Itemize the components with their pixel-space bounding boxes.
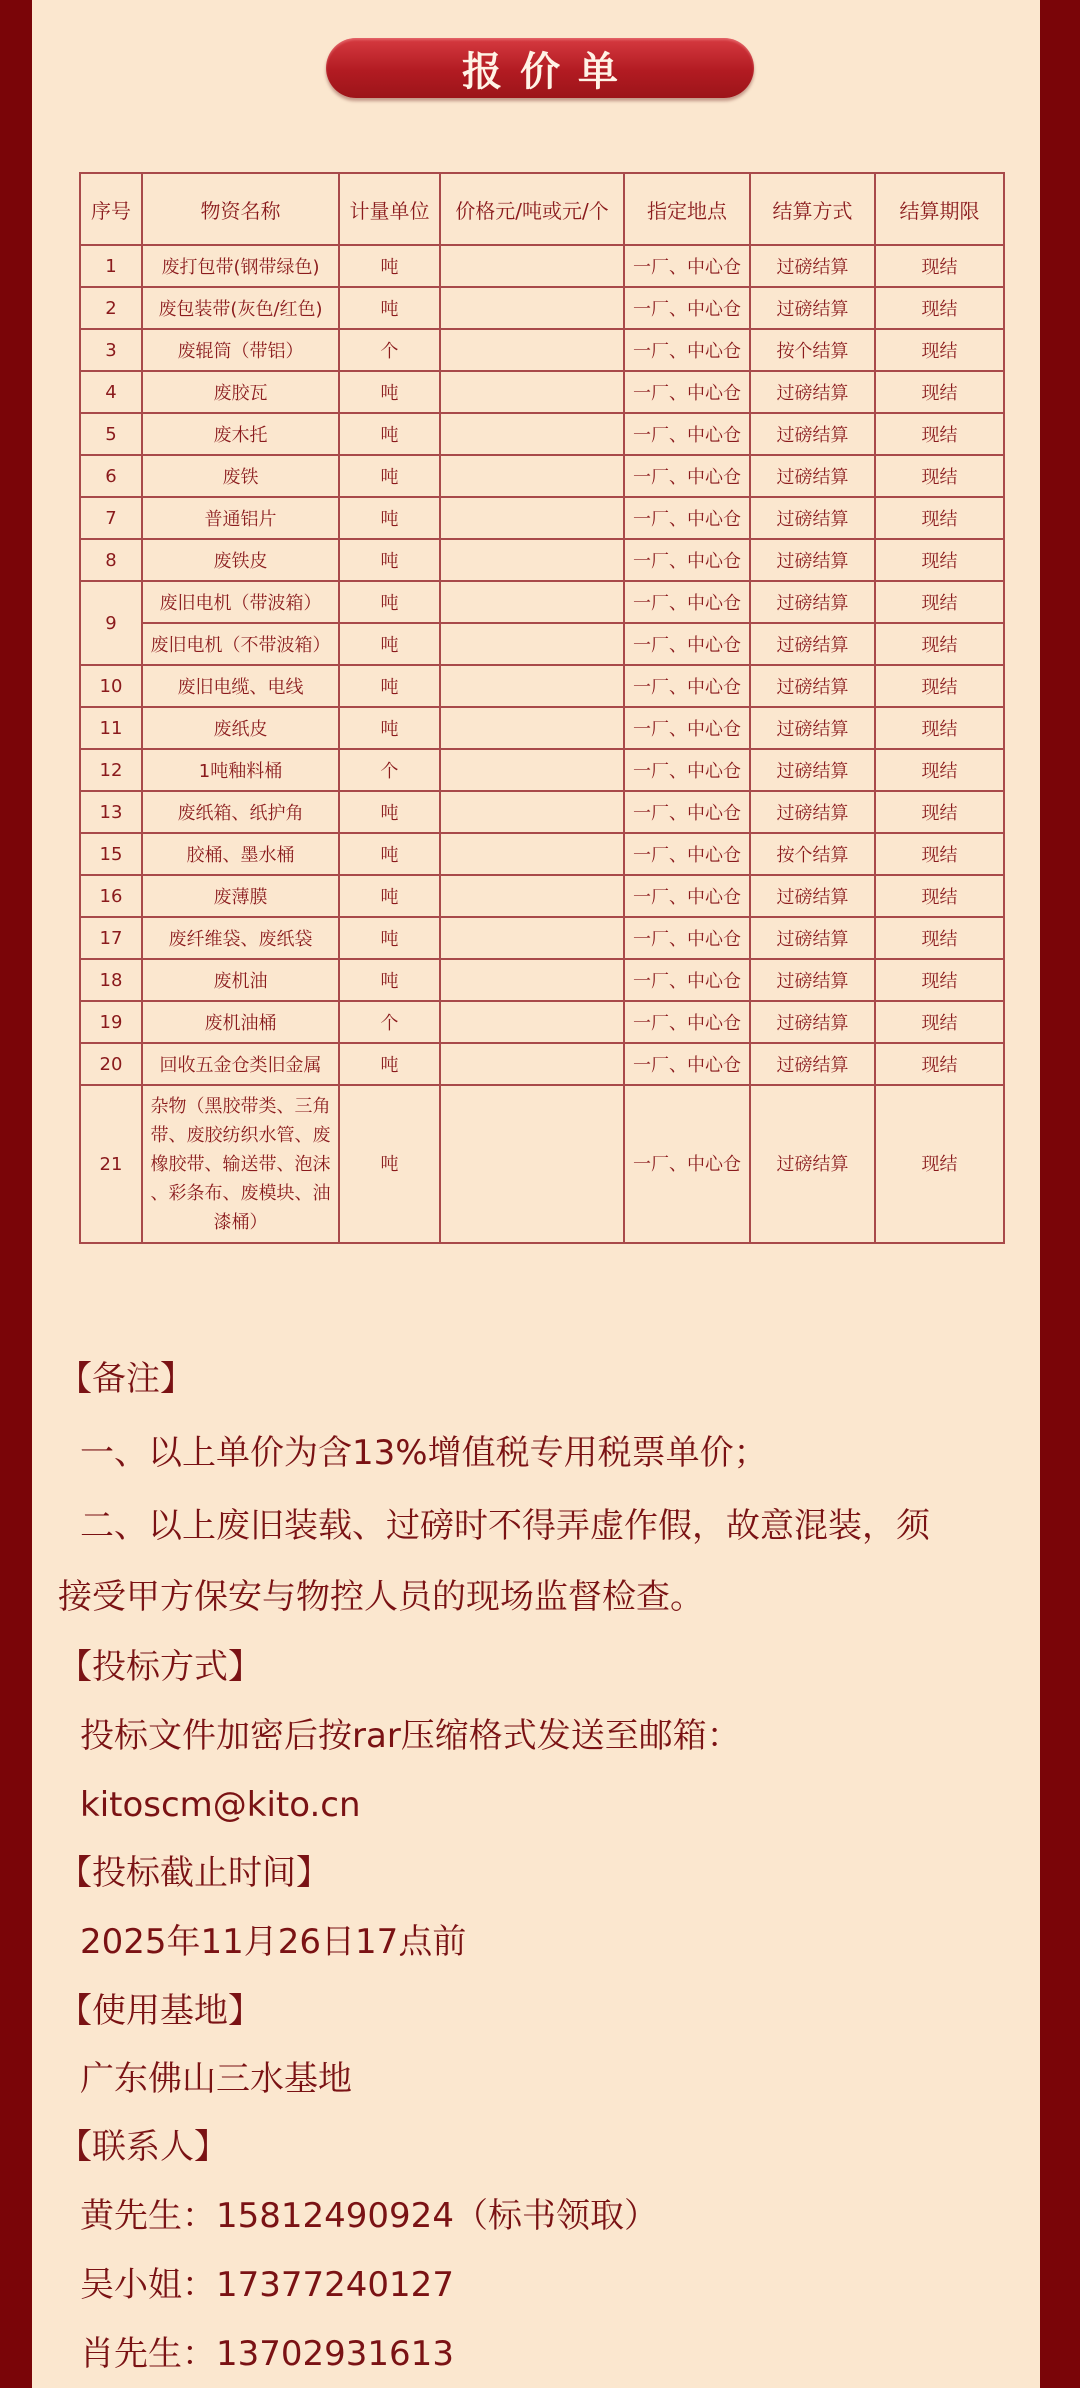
cell-place: 一厂、中心仓	[624, 833, 750, 875]
cell-term: 现结	[875, 539, 1004, 581]
cell-price	[440, 287, 624, 329]
cell-term: 现结	[875, 581, 1004, 623]
table-row	[80, 245, 1004, 287]
cell-price	[440, 791, 624, 833]
cell-method: 过磅结算	[750, 539, 875, 581]
cell-place: 一厂、中心仓	[624, 245, 750, 287]
cell-unit: 吨	[339, 1043, 440, 1085]
contact-heading: 【联系人】	[58, 2127, 228, 2167]
table-row	[80, 875, 1004, 917]
cell-unit: 吨	[339, 539, 440, 581]
cell-price	[440, 623, 624, 665]
cell-name: 废辊筒（带铝）	[142, 329, 339, 371]
cell-unit: 吨	[339, 455, 440, 497]
cell-unit: 吨	[339, 833, 440, 875]
cell-place: 一厂、中心仓	[624, 1085, 750, 1243]
cell-place: 一厂、中心仓	[624, 1043, 750, 1085]
cell-term: 现结	[875, 791, 1004, 833]
table-row	[80, 371, 1004, 413]
cell-method: 过磅结算	[750, 413, 875, 455]
cell-price	[440, 413, 624, 455]
table-row	[80, 539, 1004, 581]
table-row	[80, 749, 1004, 791]
cell-term: 现结	[875, 497, 1004, 539]
bid-email[interactable]: kitoscm@kito.cn	[80, 1785, 361, 1825]
cell-price	[440, 1001, 624, 1043]
remark-heading: 【备注】	[58, 1359, 194, 1399]
cell-term: 现结	[875, 455, 1004, 497]
cell-place: 一厂、中心仓	[624, 875, 750, 917]
cell-name: 胶桶、墨水桶	[142, 833, 339, 875]
cell-term: 现结	[875, 665, 1004, 707]
cell-no: 17	[80, 917, 142, 959]
cell-unit: 吨	[339, 875, 440, 917]
cell-place: 一厂、中心仓	[624, 581, 750, 623]
contact-2: 吴小姐：17377240127	[80, 2265, 454, 2305]
cell-no: 16	[80, 875, 142, 917]
cell-price	[440, 245, 624, 287]
cell-method: 过磅结算	[750, 623, 875, 665]
cell-name: 废铁	[142, 455, 339, 497]
cell-name-line: 、彩条布、废模块、油	[150, 1182, 331, 1204]
cell-name: 废纤维袋、废纸袋	[142, 917, 339, 959]
cell-no: 11	[80, 707, 142, 749]
cell-method: 过磅结算	[750, 665, 875, 707]
bid-text: 投标文件加密后按rar压缩格式发送至邮箱：	[80, 1716, 741, 1756]
cell-term: 现结	[875, 1043, 1004, 1085]
cell-price	[440, 1085, 624, 1243]
cell-method: 按个结算	[750, 833, 875, 875]
table-row	[80, 707, 1004, 749]
table-row	[80, 665, 1004, 707]
cell-name: 废纸箱、纸护角	[142, 791, 339, 833]
cell-term: 现结	[875, 833, 1004, 875]
cell-price	[440, 581, 624, 623]
title-banner	[326, 38, 754, 98]
cell-term: 现结	[875, 329, 1004, 371]
header-unit: 计量单位	[339, 173, 440, 245]
contact-3: 肖先生：13702931613	[80, 2334, 454, 2374]
cell-unit: 吨	[339, 245, 440, 287]
cell-no: 5	[80, 413, 142, 455]
cell-price	[440, 455, 624, 497]
cell-no: 13	[80, 791, 142, 833]
cell-price	[440, 917, 624, 959]
cell-no: 10	[80, 665, 142, 707]
remark-line-2a: 二、以上废旧装载、过磅时不得弄虚作假，故意混装，须	[80, 1506, 930, 1546]
cell-place: 一厂、中心仓	[624, 329, 750, 371]
cell-method: 过磅结算	[750, 1085, 875, 1243]
cell-term: 现结	[875, 707, 1004, 749]
cell-no: 21	[80, 1085, 142, 1243]
cell-no: 4	[80, 371, 142, 413]
cell-price	[440, 665, 624, 707]
cell-method: 过磅结算	[750, 959, 875, 1001]
cell-name: 废打包带(钢带绿色)	[142, 245, 339, 287]
cell-method: 过磅结算	[750, 1043, 875, 1085]
table-row	[80, 329, 1004, 371]
cell-method: 过磅结算	[750, 707, 875, 749]
table-row	[80, 287, 1004, 329]
cell-term: 现结	[875, 623, 1004, 665]
cell-name-line: 漆桶）	[213, 1211, 268, 1233]
cell-name: 废包装带(灰色/红色)	[142, 287, 339, 329]
cell-place: 一厂、中心仓	[624, 917, 750, 959]
cell-method: 过磅结算	[750, 1001, 875, 1043]
table-row	[80, 917, 1004, 959]
cell-place: 一厂、中心仓	[624, 623, 750, 665]
cell-term: 现结	[875, 875, 1004, 917]
cell-term: 现结	[875, 1001, 1004, 1043]
cell-place: 一厂、中心仓	[624, 749, 750, 791]
cell-unit: 吨	[339, 581, 440, 623]
table-row	[80, 455, 1004, 497]
cell-name: 回收五金仓类旧金属	[142, 1043, 339, 1085]
cell-price	[440, 539, 624, 581]
deadline-heading: 【投标截止时间】	[58, 1853, 330, 1893]
cell-no: 20	[80, 1043, 142, 1085]
cell-term: 现结	[875, 413, 1004, 455]
cell-place: 一厂、中心仓	[624, 539, 750, 581]
cell-unit: 吨	[339, 371, 440, 413]
cell-term: 现结	[875, 917, 1004, 959]
cell-unit: 个	[339, 1001, 440, 1043]
table-row	[80, 959, 1004, 1001]
cell-unit: 吨	[339, 287, 440, 329]
cell-method: 过磅结算	[750, 791, 875, 833]
header-name: 物资名称	[142, 173, 339, 245]
cell-name: 普通铝片	[142, 497, 339, 539]
cell-method: 按个结算	[750, 329, 875, 371]
cell-no: 15	[80, 833, 142, 875]
table-header-row	[80, 173, 1004, 245]
cell-no: 9	[80, 581, 142, 665]
header-price: 价格元/吨或元/个	[440, 173, 624, 245]
cell-unit: 吨	[339, 413, 440, 455]
cell-term: 现结	[875, 1085, 1004, 1243]
cell-unit: 吨	[339, 959, 440, 1001]
cell-term: 现结	[875, 749, 1004, 791]
cell-term: 现结	[875, 959, 1004, 1001]
table-row	[80, 791, 1004, 833]
cell-method: 过磅结算	[750, 875, 875, 917]
cell-no: 18	[80, 959, 142, 1001]
cell-method: 过磅结算	[750, 749, 875, 791]
cell-method: 过磅结算	[750, 497, 875, 539]
table-row	[80, 413, 1004, 455]
cell-name: 废旧电缆、电线	[142, 665, 339, 707]
cell-method: 过磅结算	[750, 245, 875, 287]
cell-price	[440, 707, 624, 749]
cell-method: 过磅结算	[750, 287, 875, 329]
cell-name: 废薄膜	[142, 875, 339, 917]
cell-no: 19	[80, 1001, 142, 1043]
cell-unit: 吨	[339, 497, 440, 539]
page-title: 报价单	[462, 48, 636, 95]
base-heading: 【使用基地】	[58, 1991, 262, 2031]
base-text: 广东佛山三水基地	[80, 2059, 352, 2099]
cell-unit: 吨	[339, 917, 440, 959]
cell-price	[440, 749, 624, 791]
remark-line-2b: 接受甲方保安与物控人员的现场监督检查。	[58, 1577, 704, 1617]
cell-name: 废机油桶	[142, 1001, 339, 1043]
deadline-text: 2025年11月26日17点前	[80, 1922, 467, 1962]
cell-name: 废机油	[142, 959, 339, 1001]
cell-name-line: 带、废胶纺织水管、废	[150, 1124, 331, 1146]
cell-name: 废木托	[142, 413, 339, 455]
cell-unit: 个	[339, 749, 440, 791]
contact-1: 黄先生：15812490924（标书领取）	[80, 2196, 658, 2236]
cell-unit: 吨	[339, 1085, 440, 1243]
cell-name: 废旧电机（不带波箱）	[142, 623, 339, 665]
table-row	[80, 833, 1004, 875]
cell-no: 1	[80, 245, 142, 287]
cell-method: 过磅结算	[750, 455, 875, 497]
cell-unit: 吨	[339, 707, 440, 749]
cell-unit: 吨	[339, 665, 440, 707]
cell-price	[440, 833, 624, 875]
table-row	[80, 1001, 1004, 1043]
cell-name-line: 杂物（黑胶带类、三角	[150, 1095, 331, 1117]
cell-term: 现结	[875, 371, 1004, 413]
cell-name: 废旧电机（带波箱）	[142, 581, 339, 623]
cell-price	[440, 959, 624, 1001]
bid-heading: 【投标方式】	[58, 1647, 262, 1687]
cell-name: 废纸皮	[142, 707, 339, 749]
cell-place: 一厂、中心仓	[624, 707, 750, 749]
header-term: 结算期限	[875, 173, 1004, 245]
cell-no: 7	[80, 497, 142, 539]
cell-name: 废胶瓦	[142, 371, 339, 413]
cell-method: 过磅结算	[750, 581, 875, 623]
cell-price	[440, 329, 624, 371]
cell-name: 废铁皮	[142, 539, 339, 581]
cell-place: 一厂、中心仓	[624, 413, 750, 455]
cell-no: 3	[80, 329, 142, 371]
table-row	[80, 497, 1004, 539]
cell-unit: 吨	[339, 791, 440, 833]
cell-place: 一厂、中心仓	[624, 1001, 750, 1043]
quote-table	[79, 172, 1005, 1244]
header-method: 结算方式	[750, 173, 875, 245]
cell-term: 现结	[875, 245, 1004, 287]
cell-name	[142, 1085, 339, 1243]
cell-name: 1吨釉料桶	[142, 749, 339, 791]
header-no: 序号	[80, 173, 142, 245]
table-row	[80, 581, 1004, 623]
cell-no: 12	[80, 749, 142, 791]
table-row	[80, 623, 1004, 665]
cell-name-line: 橡胶带、输送带、泡沫	[150, 1153, 331, 1175]
cell-place: 一厂、中心仓	[624, 371, 750, 413]
cell-place: 一厂、中心仓	[624, 497, 750, 539]
cell-method: 过磅结算	[750, 371, 875, 413]
cell-place: 一厂、中心仓	[624, 959, 750, 1001]
cell-method: 过磅结算	[750, 917, 875, 959]
cell-price	[440, 1043, 624, 1085]
table-row	[80, 1085, 1004, 1243]
cell-term: 现结	[875, 287, 1004, 329]
cell-place: 一厂、中心仓	[624, 287, 750, 329]
cell-unit: 吨	[339, 623, 440, 665]
cell-unit: 个	[339, 329, 440, 371]
cell-price	[440, 497, 624, 539]
cell-price	[440, 875, 624, 917]
cell-price	[440, 371, 624, 413]
header-place: 指定地点	[624, 173, 750, 245]
cell-place: 一厂、中心仓	[624, 455, 750, 497]
cell-place: 一厂、中心仓	[624, 791, 750, 833]
cell-place: 一厂、中心仓	[624, 665, 750, 707]
cell-no: 2	[80, 287, 142, 329]
remark-line-1: 一、以上单价为含13%增值税专用税票单价；	[80, 1433, 768, 1473]
cell-no: 6	[80, 455, 142, 497]
table-row	[80, 1043, 1004, 1085]
cell-no: 8	[80, 539, 142, 581]
